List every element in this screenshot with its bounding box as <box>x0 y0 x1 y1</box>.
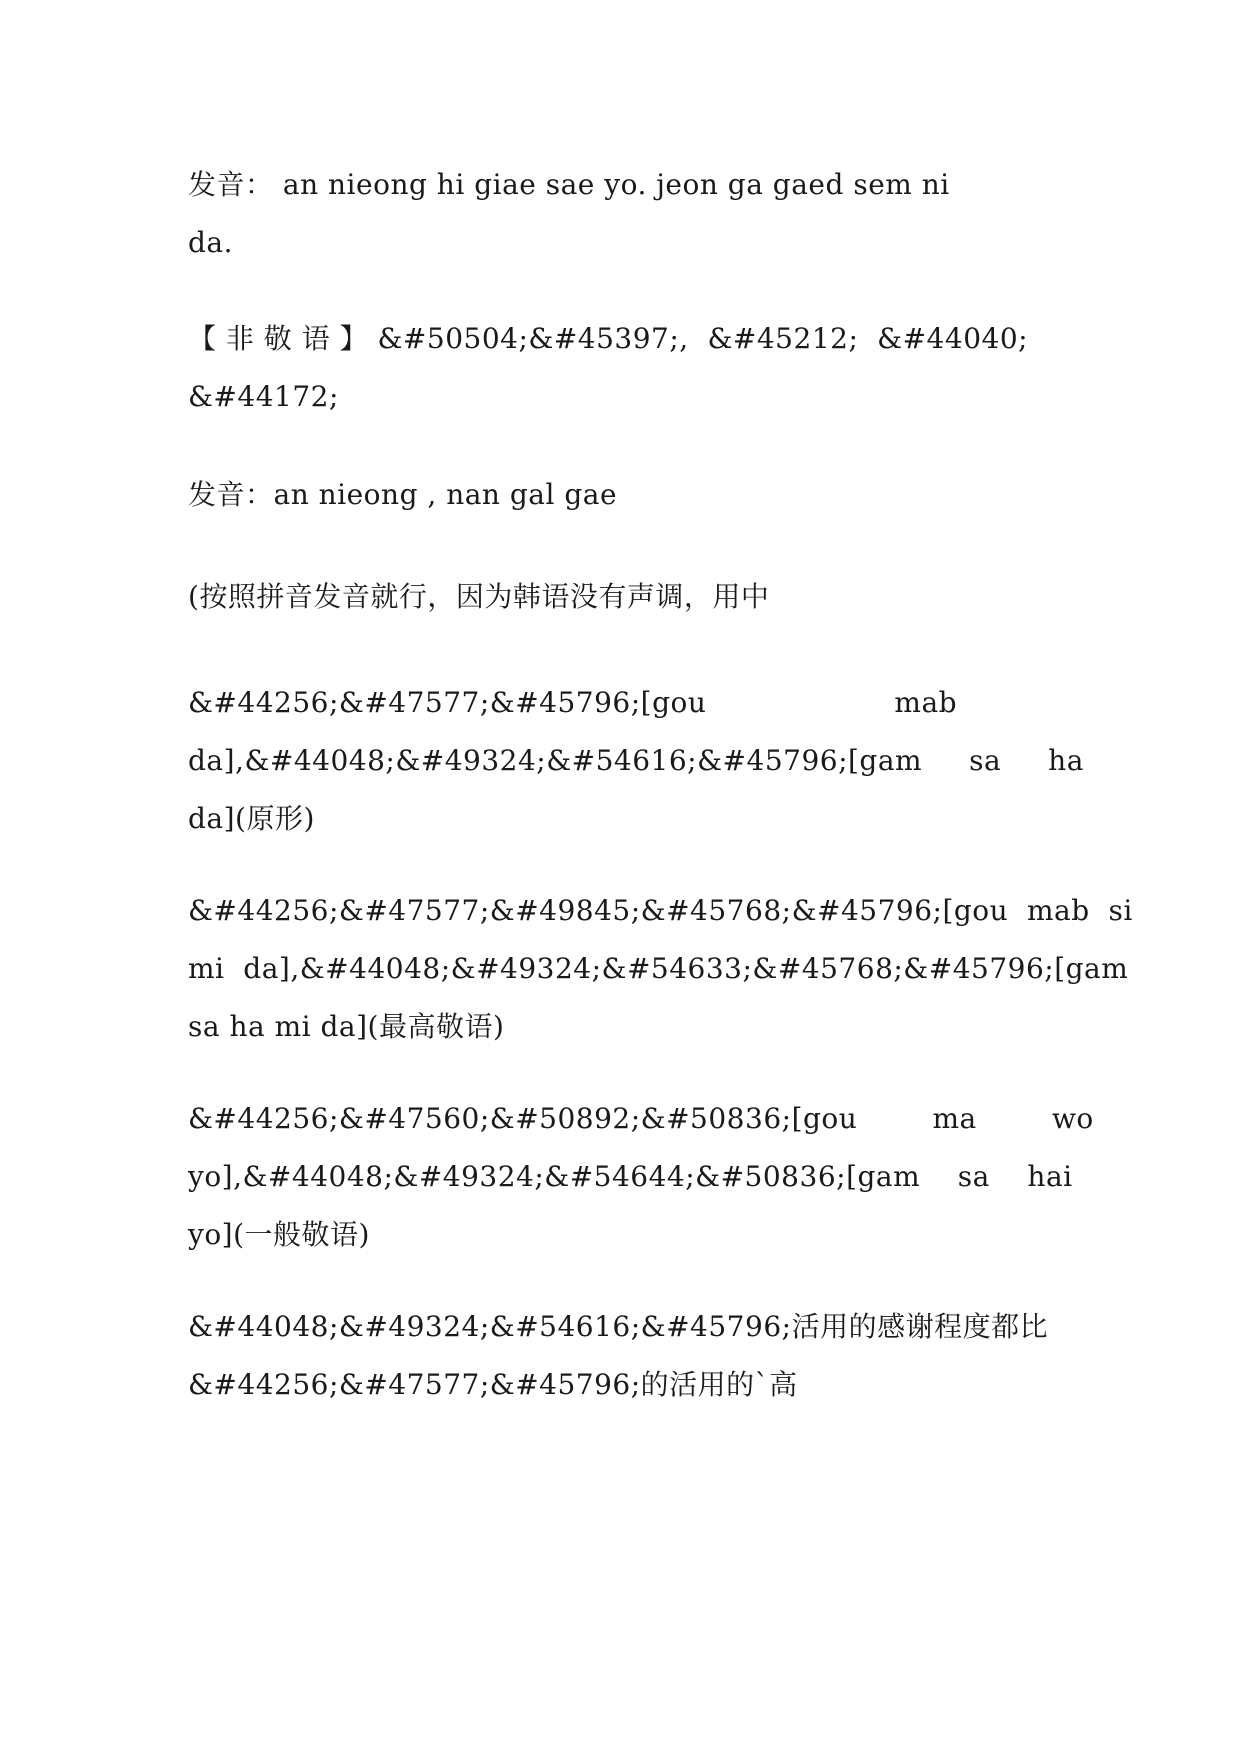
text-line: &#44048;&#49324;&#54616;&#45796;活用的感谢程度都比 <box>188 1310 1049 1343</box>
general-honorific-paragraph <box>188 1090 1094 1264</box>
text-line: da](原形) <box>188 802 315 835</box>
text-line: (按照拼音发音就行，因为韩语没有声调，用中 <box>188 580 770 613</box>
pinyin-note-paragraph <box>188 568 1054 626</box>
text-line: 【 非 敬 语 】 &#50504;&#45397;, &#45212; &#44040; <box>188 322 1029 355</box>
text-line: da. <box>188 226 234 259</box>
non-honorific-paragraph <box>188 310 1054 426</box>
text-line: &#44256;&#47560;&#50892;&#50836;[gou ma wo <box>188 1102 1094 1135</box>
text-line: &#44256;&#47577;&#45796;[gou mab <box>188 686 958 719</box>
text-line: &#44256;&#47577;&#45796;的活用的`高 <box>188 1368 798 1401</box>
text-line: 发音：an nieong , nan gal gae <box>188 478 618 511</box>
text-line: sa ha mi da](最高敬语) <box>188 1010 505 1043</box>
text-line: yo](一般敬语) <box>188 1218 370 1251</box>
text-line: 发音： an nieong hi giae sae yo. jeon ga gaed sem ni <box>188 168 950 201</box>
text-line: &#44172; <box>188 380 339 413</box>
base-form-paragraph <box>188 674 1084 848</box>
pronunciation-paragraph-honorific <box>188 156 1054 272</box>
text-line: &#44256;&#47577;&#49845;&#45768;&#45796;[gou mab si <box>188 894 1133 927</box>
text-line: mi da],&#44048;&#49324;&#54633;&#45768;&#45796;[gam <box>188 952 1129 985</box>
highest-honorific-paragraph <box>188 882 1133 1056</box>
text-line: yo],&#44048;&#49324;&#54644;&#50836;[gam sa hai <box>188 1160 1073 1193</box>
pronunciation-paragraph-non-honorific <box>188 466 1054 524</box>
comparison-paragraph <box>188 1298 1054 1414</box>
text-line: da],&#44048;&#49324;&#54616;&#45796;[gam sa ha <box>188 744 1084 777</box>
